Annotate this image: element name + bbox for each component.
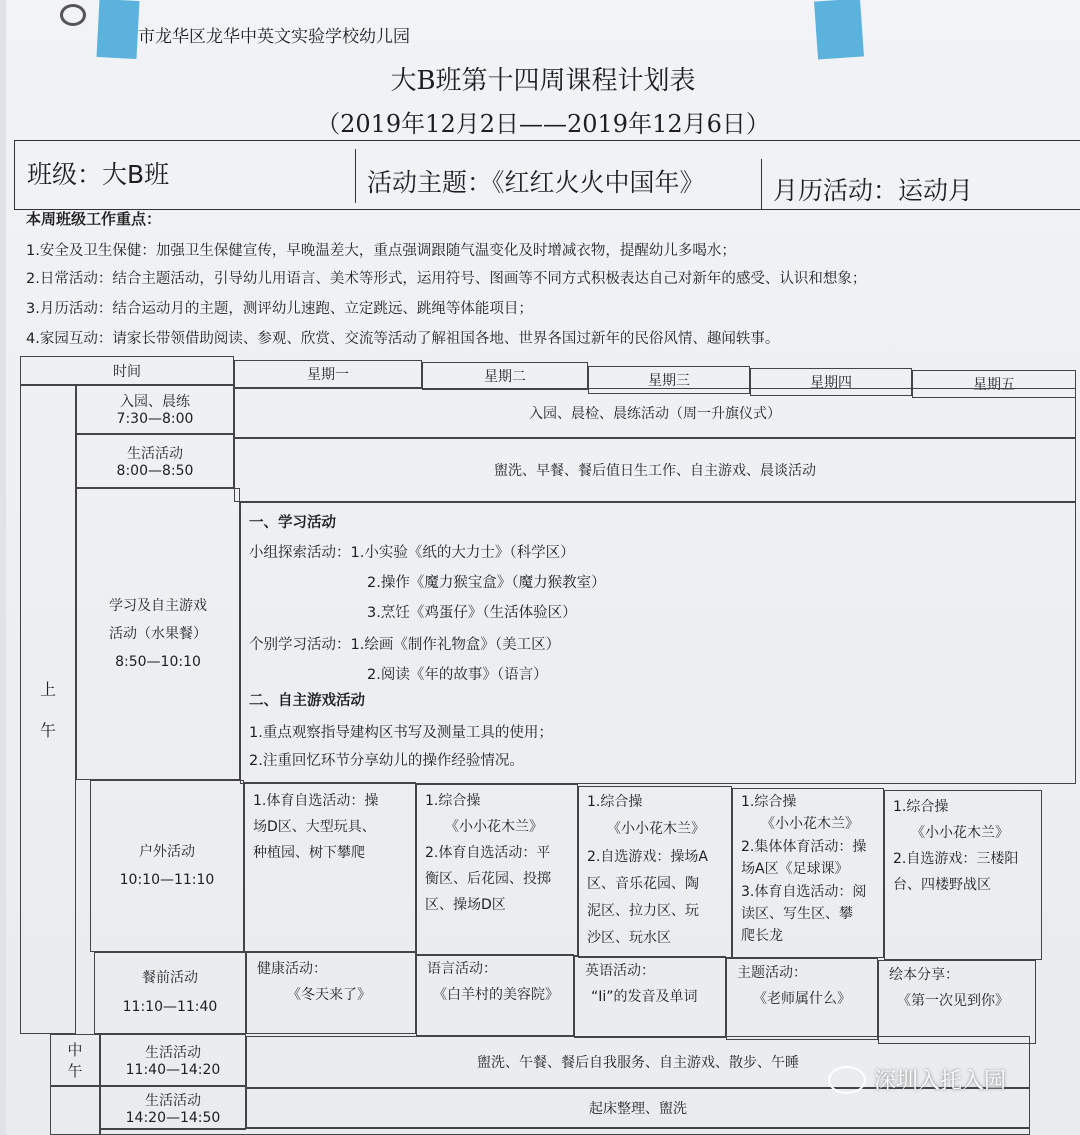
focus-item: 3.月历活动：结合运动月的主题，测评幼儿速跑、立定跳远、跳绳等体能项目； — [26, 301, 533, 317]
day-header: 星期四 — [750, 368, 912, 396]
study-line: 2.阅读《年的故事》（语言） — [367, 667, 548, 683]
slot-content: 盥洗、午餐、餐后自我服务、自主游戏、散步、午睡 — [246, 1036, 1030, 1088]
premeal-cell: 绘本分享： 《第一次见到你》 — [878, 960, 1036, 1044]
cut-off-row — [100, 1128, 1030, 1135]
school-name: 市龙华区龙华中英文实验学校幼儿园 — [138, 27, 410, 47]
wechat-icon — [828, 1066, 866, 1094]
slot-content: 入园、晨检、晨练活动（周一升旗仪式） — [234, 388, 1076, 438]
theme-label: 活动主题：《红红火火中国年》 — [367, 168, 705, 197]
slot-label: 生活活动 11:40—14:20 — [100, 1034, 246, 1086]
study-line: 2.注重回忆环节分享幼儿的操作经验情况。 — [249, 753, 524, 769]
slot-label: 餐前活动 11:10—11:40 — [94, 952, 246, 1034]
slot-content: 盥洗、早餐、餐后值日生工作、自主游戏、晨谈活动 — [234, 438, 1076, 502]
outdoor-cell: 1.体育自选活动：操 场D区、大型玩具、 种植园、树下攀爬 — [244, 782, 416, 952]
day-header: 星期一 — [234, 360, 422, 388]
outdoor-cell: 1.综合操 《小小花木兰》 2.自选游戏：三楼阳 台、四楼野战区 — [884, 790, 1042, 960]
document-page — [6, 0, 1080, 1135]
study-line: 一、学习活动 — [249, 515, 336, 531]
premeal-cell: 健康活动： 《冬天来了》 — [246, 952, 416, 1034]
class-label: 班级：大B班 — [27, 160, 170, 189]
divider — [355, 149, 356, 203]
slot-label: 生活活动 14:20—14:50 — [100, 1086, 246, 1130]
premeal-cell: 英语活动： “Ii”的发音及单词 — [574, 956, 726, 1038]
outdoor-cell: 1.综合操 《小小花木兰》 2.自选游戏：操场A 区、音乐花园、陶 泥区、拉力区、玩 沙区、玩水区 — [578, 786, 732, 958]
study-line: 个别学习活动：1.绘画《制作礼物盒》（美工区） — [249, 637, 561, 653]
study-line: 小组探索活动：1.小实验《纸的大力士》（科学区） — [249, 545, 575, 561]
logo-icon — [60, 4, 86, 26]
period-label-noon: 中 午 — [50, 1034, 100, 1086]
slot-label: 学习及自主游戏 活动（水果餐） 8:50—10:10 — [76, 488, 240, 780]
period-label-afternoon — [50, 1086, 100, 1135]
focus-heading: 本周班级工作重点： — [26, 210, 162, 228]
premeal-cell: 语言活动： 《白羊村的美容院》 — [416, 954, 574, 1036]
outdoor-cell: 1.综合操 《小小花木兰》 2.集体体育活动：操 场A区《足球课》 3.体育自选活动：阅 读区、写生区、攀 爬长龙 — [732, 788, 884, 958]
calendar-label: 月历活动：运动月 — [773, 176, 974, 205]
day-header: 星期三 — [588, 366, 750, 394]
day-header: 星期二 — [422, 362, 588, 390]
study-line: 1.重点观察指导建构区书写及测量工具的使用； — [249, 725, 553, 741]
slot-label: 户外活动 10:10—11:10 — [90, 780, 244, 952]
premeal-cell: 主题活动： 《老师属什么》 — [726, 958, 878, 1040]
study-line: 2.操作《魔力猴宝盒》（魔力猴教室） — [367, 575, 606, 591]
slot-label: 生活活动 8:00—8:50 — [76, 434, 234, 488]
time-header: 时间 — [20, 356, 234, 386]
date-range: （2019年12月2日——2019年12月6日） — [316, 110, 770, 138]
slot-content: 起床整理、盥洗 — [246, 1088, 1030, 1128]
page-title: 大B班第十四周课程计划表 — [390, 66, 696, 96]
period-label-morning: 上 午 — [20, 384, 76, 1034]
divider — [761, 159, 762, 209]
outdoor-cell: 1.综合操 《小小花木兰》 2.体育自选活动：平 衡区、后花园、投掷 区、操场D区 — [416, 784, 578, 956]
info-bar — [14, 140, 1080, 210]
day-header: 星期五 — [912, 370, 1076, 398]
focus-item: 4.家园互动：请家长带领借助阅读、参观、欣赏、交流等活动了解祖国各地、世界各国过新年的民俗风情、趣闻轶事。 — [26, 331, 780, 347]
study-line: 3.烹饪《鸡蛋仔》（生活体验区） — [367, 605, 577, 621]
slot-label: 入园、晨练 7:30—8:00 — [76, 384, 234, 434]
focus-item: 1.安全及卫生保健：加强卫生保健宣传，早晚温差大，重点强调跟随气温变化及时增减衣物，提醒幼儿多喝水； — [26, 243, 736, 259]
study-line: 二、自主游戏活动 — [249, 693, 365, 709]
watermark: 深圳入托入园 — [828, 1064, 1006, 1095]
tape-right — [814, 0, 864, 60]
study-content — [240, 502, 1076, 784]
focus-item: 2.日常活动：结合主题活动，引导幼儿用语言、美术等形式，运用符号、图画等不同方式积极表达自己对新年的感受、认识和想象； — [26, 271, 867, 287]
tape-left — [97, 0, 140, 59]
